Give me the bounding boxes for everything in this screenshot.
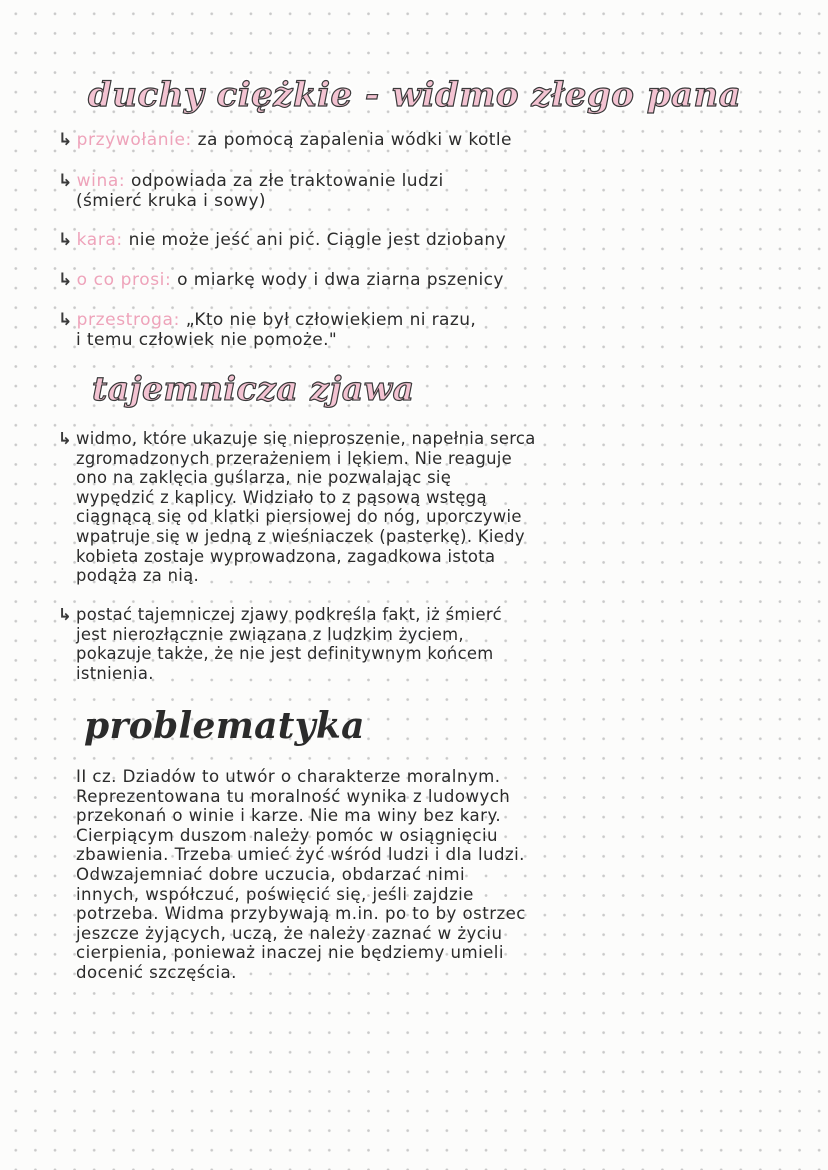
zjawa-paragraph-1: [58, 429, 536, 586]
item-kara: [58, 231, 506, 251]
item-key: o co prosi:: [76, 270, 172, 290]
paragraph-line: kobieta zostaje wyprowadzona, zagadkowa istota: [76, 546, 496, 566]
hooked-arrow-icon: ↳: [58, 310, 73, 330]
paragraph-line: cierpienia, ponieważ inaczej nie będziemy umieli: [76, 943, 504, 963]
zjawa-paragraph-2: [58, 605, 502, 683]
paragraph-line: widmo, które ukazuje się nieproszenie, napełnia serca: [76, 429, 536, 448]
item-key: przywołanie:: [76, 130, 192, 150]
paragraph-line: Cierpiącym duszom należy pomóc w osiągnięciu: [76, 825, 498, 845]
hooked-arrow-icon: ↳: [58, 605, 73, 624]
item-wina: [58, 172, 444, 211]
paragraph-line: innych, współczuć, poświęcić się, jeśli zajdzie: [76, 884, 474, 904]
heading-problematyka: problematyka: [84, 705, 365, 747]
item-przywolanie: [58, 131, 512, 151]
paragraph-line: zbawienia. Trzeba umieć żyć wśród ludzi i dla ludzi.: [76, 845, 525, 865]
paragraph-line: pokazuje także, że nie jest definitywnym końcem: [76, 644, 494, 664]
paragraph-line: Odwzajemniać dobre uczucia, obdarzać nimi: [76, 864, 466, 884]
paragraph-line: podąża za nią.: [76, 566, 199, 586]
item-przestroga: [58, 311, 476, 350]
problematyka-paragraph: [76, 767, 526, 983]
paragraph-line: wypędzić z kaplicy. Widziało to z pąsową wstęgą: [76, 487, 487, 507]
hooked-arrow-icon: ↳: [58, 270, 73, 290]
heading-duchy-ciezkie: duchy ciężkie - widmo złego pana: [88, 75, 742, 115]
paragraph-line: docenić szczęścia.: [76, 962, 237, 982]
paragraph-line: Reprezentowana tu moralność wynika z ludowych: [76, 786, 511, 806]
paragraph-line: jeszcze żyjących, uczą, że należy zaznać w życiu: [76, 923, 503, 943]
paragraph-line: potrzeba. Widma przybywają m.in. po to by ostrzec: [76, 904, 526, 924]
hooked-arrow-icon: ↳: [58, 429, 73, 448]
paragraph-line: postać tajemniczej zjawy podkreśla fakt, iż śmierć: [76, 605, 502, 624]
hooked-arrow-icon: ↳: [58, 171, 73, 191]
item-o-co-prosi: [58, 271, 504, 291]
item-text: za pomocą zapalenia wódki w kotle: [197, 130, 512, 150]
heading-tajemnicza-zjawa: tajemnicza zjawa: [92, 369, 415, 408]
paragraph-line: II cz. Dziadów to utwór o charakterze moralnym.: [76, 767, 501, 786]
hooked-arrow-icon: ↳: [58, 130, 73, 150]
item-key: wina:: [76, 171, 126, 191]
item-text: odpowiada za złe traktowanie ludzi: [131, 171, 444, 191]
paragraph-line: wpatruje się w jedną z wieśniaczek (pasterkę). Kiedy: [76, 526, 525, 546]
item-text: „Kto nie był człowiekiem ni razu,: [185, 310, 477, 330]
item-key: kara:: [76, 230, 123, 250]
paragraph-line: ciągnącą się od klatki piersiowej do nóg, uporczywie: [76, 507, 522, 527]
item-text: i temu człowiek nie pomoże.": [76, 329, 338, 350]
item-text: nie może jeść ani pić. Ciągle jest dziobany: [128, 230, 507, 250]
item-key: przestroga:: [76, 310, 180, 330]
paragraph-line: zgromadzonych przerażeniem i lękiem. Nie reaguje: [76, 448, 513, 468]
paragraph-line: ono na zaklęcia guślarza, nie pozwalając się: [76, 468, 452, 488]
paragraph-line: istnienia.: [76, 663, 154, 683]
item-text: (śmierć kruka i sowy): [76, 190, 266, 211]
paragraph-line: przekonań o winie i karze. Nie ma winy bez kary.: [76, 806, 502, 826]
paragraph-line: jest nierozłącznie związana z ludzkim życiem,: [76, 624, 464, 644]
hooked-arrow-icon: ↳: [58, 230, 73, 250]
item-text: o miarkę wody i dwa ziarna pszenicy: [177, 270, 504, 290]
